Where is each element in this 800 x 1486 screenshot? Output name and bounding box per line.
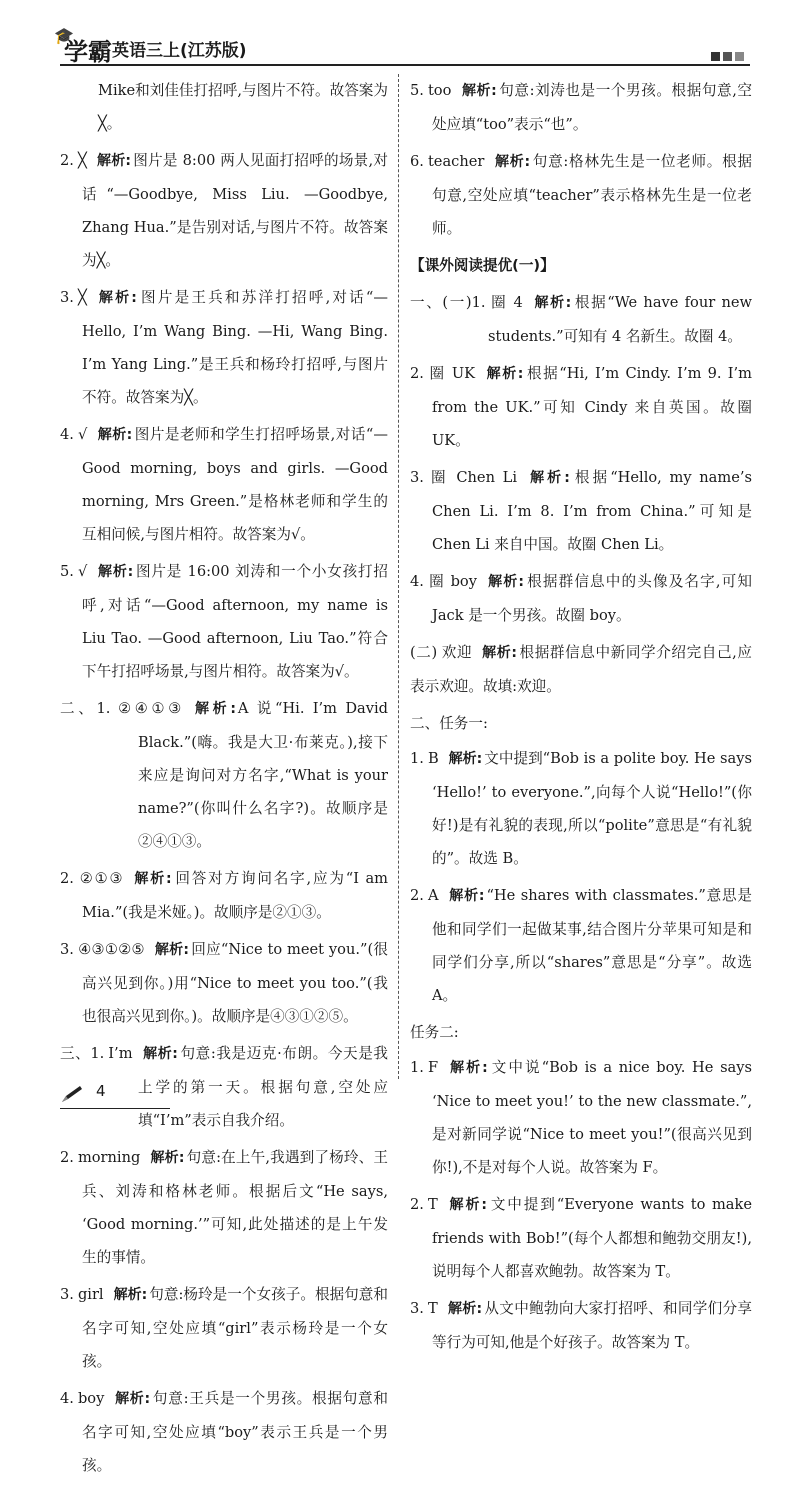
answer-item: 2. ②①③ 解析: 回答对方询问名字,应为“I am Mia.”(我是米娅。)。故顺序是②①③。 bbox=[60, 870, 388, 921]
answer-item: 3. 圈 Chen Li 解析: 根据“Hello, my name’s Chen Li. I’m 8. I’m from China.”可知是 Chen Li 来自中国。故圈 Chen Li。 bbox=[410, 469, 752, 553]
left-column bbox=[60, 74, 388, 1486]
answer-item: 1. B 解析: 文中提到“Bob is a polite boy. He says ‘Hello!’ to everyone.”,向每个人说“Hello!”(你好!)是有礼貌的表现,所以“polite”意思是“有礼貌的”。故选 B。 bbox=[410, 750, 752, 867]
graduation-cap-icon: 🎓 bbox=[54, 26, 74, 45]
brand-logo: 🎓 学霸 bbox=[54, 26, 112, 66]
answer-item: 三、1. I’m 解析: 句意:我是迈克·布朗。今天是我上学的第一天。根据句意,空处应填“I’m”表示自我介绍。 bbox=[60, 1045, 388, 1129]
answer-item: 3. ④③①②⑤ 解析: 回应“Nice to meet you.”(很高兴见到你。)用“Nice to meet you too.”(我也很高兴见到你。)。故顺序是④③①②⑤。 bbox=[60, 941, 388, 1025]
answer-item: 3. ╳ 解析: 图片是王兵和苏洋打招呼,对话“—Hello, I’m Wang Bing. —Hi, Wang Bing. I’m Yang Ling.”是王兵和杨玲打招呼,与图片不符。故答案为╳。 bbox=[60, 289, 388, 406]
answer-item: 4. √ 解析: 图片是老师和学生打招呼场景,对话“—Good morning, boys and girls. —Good morning, Mrs Green.”是格林老师和学生的互相问候,与图片相符。故答案为√。 bbox=[60, 426, 388, 543]
section-title: 【课外阅读提优(一)】 bbox=[410, 257, 555, 274]
answer-item: 6. teacher 解析: 句意:格林先生是一位老师。根据句意,空处应填“teacher”表示格林先生是一位老师。 bbox=[410, 153, 752, 237]
answer-item: 1. F 解析: 文中说“Bob is a nice boy. He says ‘Nice to meet you!’ to the new classmate.”,是对新同学说“Nice to meet you!”(很高兴见到你!),不是对每个人说。故答案为 F。 bbox=[410, 1059, 752, 1176]
answer-item: 2. T 解析: 文中提到“Everyone wants to make friends with Bob!”(每个人都想和鲍勃交朋友!),说明每个人都喜欢鲍勃。故答案为 T。 bbox=[410, 1196, 752, 1280]
right-column bbox=[410, 74, 752, 1363]
answer-item: 二、1. ②④①③ 解析: A 说“Hi. I’m David Black.”(嗨。我是大卫·布莱克。),接下来应是询问对方名字,“What is your name?”(你叫什么名字?)。故顺序是②④①③。 bbox=[60, 700, 388, 850]
answer-item: 4. 圈 boy 解析: 根据群信息中的头像及名字,可知 Jack 是一个男孩。故圈 boy。 bbox=[410, 573, 753, 624]
answer-item: 3. T 解析: 从文中鲍勃向大家打招呼、和同学们分享等行为可知,他是个好孩子。故答案为 T。 bbox=[410, 1300, 752, 1351]
answer-item: 4. boy 解析: 句意:王兵是一个男孩。根据句意和名字可知,空处应填“boy”表示王兵是一个男孩。 bbox=[60, 1390, 388, 1474]
answer-item: 3. girl 解析: 句意:杨玲是一个女孩子。根据句意和名字可知,空处应填“girl”表示杨玲是一个女孩。 bbox=[60, 1286, 388, 1370]
task-heading: 任务二: bbox=[410, 1024, 459, 1041]
answer-item: 2. ╳ 解析: 图片是 8:00 两人见面打招呼的场景,对话“—Goodbye, Miss Liu. —Goodbye, Zhang Hua.”是告别对话,与图片不符。故答案为╳。 bbox=[60, 152, 388, 269]
answer-item: 5. too 解析: 句意:刘涛也是一个男孩。根据句意,空处应填“too”表示“也”。 bbox=[410, 82, 752, 133]
page-footer bbox=[60, 1078, 170, 1109]
answer-item: 2. 圈 UK 解析: 根据“Hi, I’m Cindy. I’m 9. I’m from the UK.”可知 Cindy 来自英国。故圈 UK。 bbox=[410, 365, 753, 449]
answer-item: 一、(一)1. 圈 4 解析: 根据“We have four new students.”可知有 4 名新生。故圈 4。 bbox=[410, 294, 752, 345]
pencil-icon bbox=[60, 1084, 84, 1104]
page-header bbox=[54, 26, 750, 66]
decor-squares-icon bbox=[708, 46, 744, 65]
answer-item: 2. morning 解析: 句意:在上午,我遇到了杨玲、王兵、刘涛和格林老师。根据后文“He says, ‘Good morning.’”可知,此处描述的是上午发生的事情。 bbox=[60, 1149, 388, 1266]
task-heading: 二、任务一: bbox=[410, 715, 488, 732]
page-number: 4 bbox=[96, 1082, 106, 1100]
column-divider bbox=[398, 74, 399, 1079]
answer-item: 2. A 解析: “He shares with classmates.”意思是他和同学们一起做某事,结合图片分苹果可知是和同学们分享,所以“shares”意思是“分享”。故选 A。 bbox=[410, 887, 752, 1004]
answer-item: 5. √ 解析: 图片是 16:00 刘涛和一个小女孩打招呼,对话“—Good afternoon, my name is Liu Tao. —Good afternoon, Liu Tao.”符合下午打招呼场景,与图片相符。故答案为√。 bbox=[60, 563, 388, 680]
answer-item: Mike和刘佳佳打招呼,与图片不符。故答案为╳。 bbox=[98, 82, 388, 132]
book-title: 英语三上(江苏版) bbox=[112, 41, 247, 61]
answer-item: (二) 欢迎 解析: 根据群信息中新同学介绍完自己,应表示欢迎。故填:欢迎。 bbox=[410, 644, 752, 695]
